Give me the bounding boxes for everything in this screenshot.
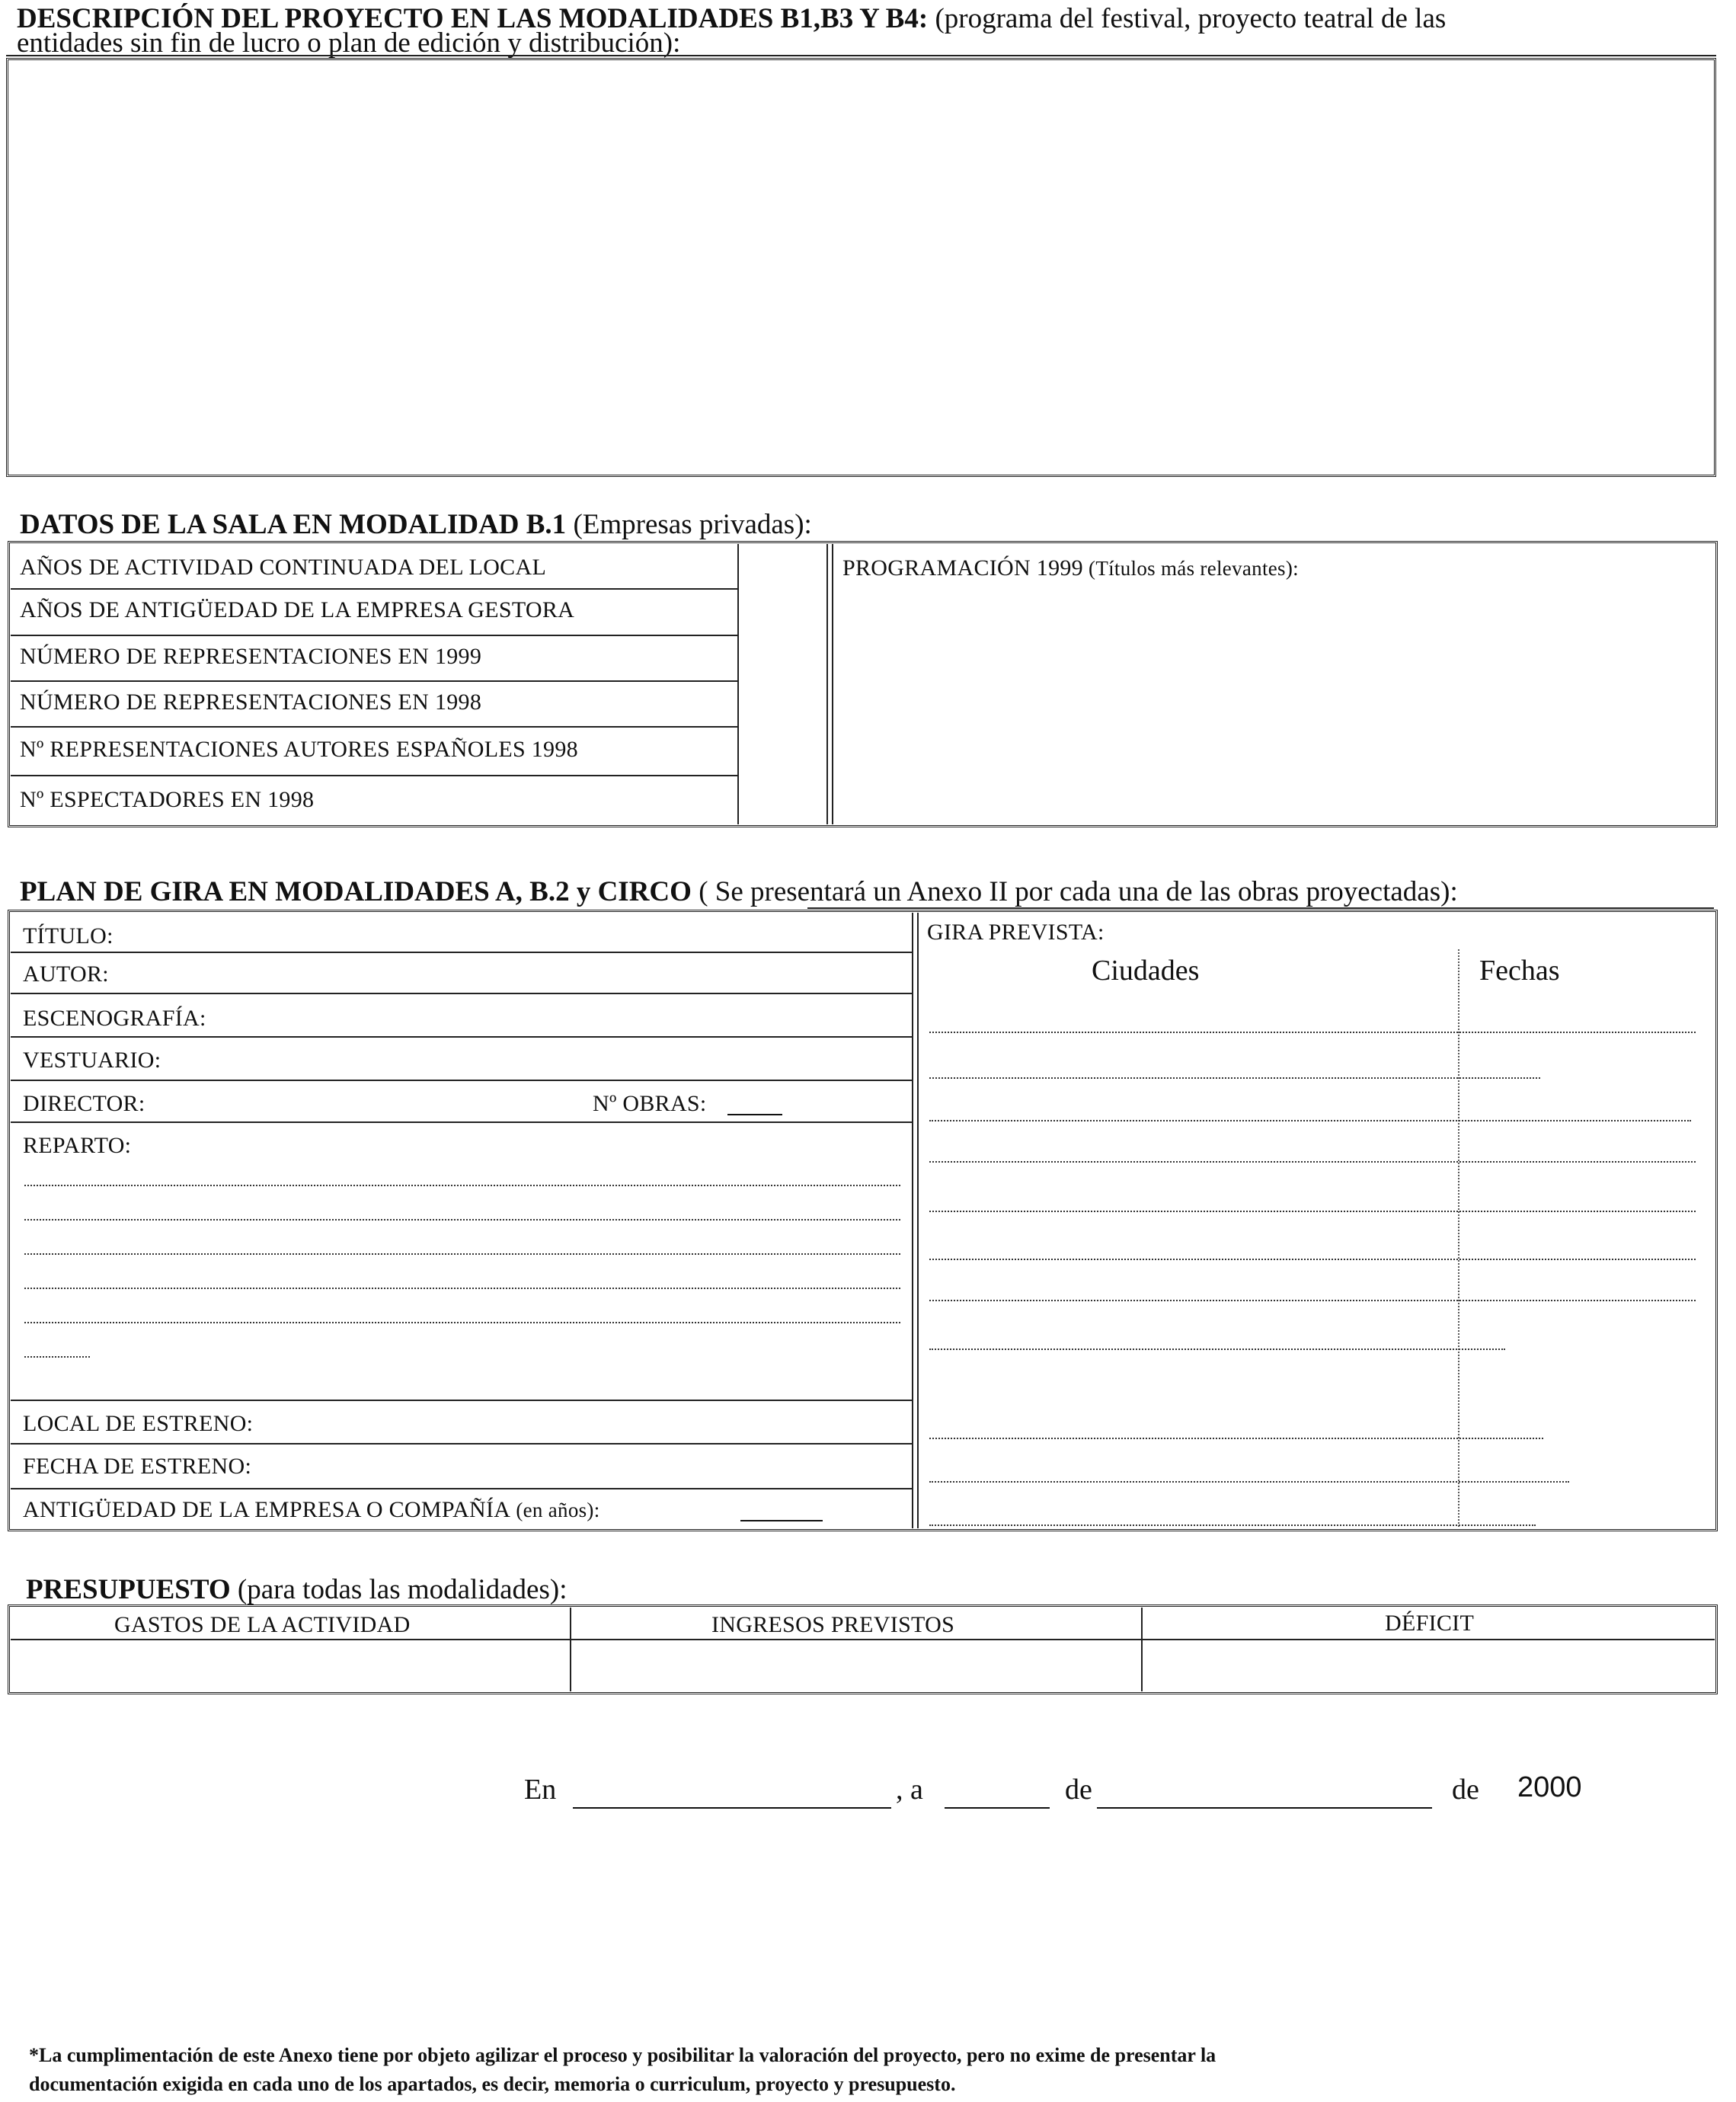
sala-row-autores-espanoles: Nº REPRESENTACIONES AUTORES ESPAÑOLES 1998 <box>20 737 578 762</box>
firma-lugar-blank[interactable] <box>573 1807 891 1809</box>
gira-underline <box>807 907 1714 909</box>
presupuesto-title-rest: (para todas las modalidades): <box>230 1574 567 1605</box>
firma-de-label-1: de <box>1065 1774 1092 1806</box>
gira-heading <box>20 878 1458 907</box>
gira-escenografia-label: ESCENOGRAFÍA: <box>23 1006 206 1031</box>
descripcion-title-rest: (programa del festival, proyecto teatral de las <box>928 3 1447 34</box>
gira-local-estreno-label: LOCAL DE ESTRENO: <box>23 1411 254 1436</box>
footnote-line2: documentación exigida en cada uno de los apartados, es decir, memoria o curriculum, proyecto y presupuesto. <box>29 2073 956 2095</box>
sala-row-representaciones-1999: NÚMERO DE REPRESENTACIONES EN 1999 <box>20 644 482 669</box>
gira-col-divider <box>912 913 913 1528</box>
sala-value-divider <box>826 544 828 824</box>
gira-ciudad-line[interactable] <box>929 1300 1696 1301</box>
gira-ciudades-header: Ciudades <box>1092 955 1200 987</box>
gira-ciudad-line[interactable] <box>929 1077 1540 1079</box>
gira-col-divider-2 <box>917 913 919 1528</box>
presupuesto-heading <box>26 1576 567 1604</box>
sala-programacion-label: PROGRAMACIÓN 1999 (Títulos más relevantes): <box>842 555 1299 581</box>
gira-n-obras-blank[interactable] <box>727 1114 782 1115</box>
firma-dia-blank[interactable] <box>945 1807 1050 1809</box>
sala-row-actividad: AÑOS DE ACTIVIDAD CONTINUADA DEL LOCAL <box>20 555 547 580</box>
reparto-line[interactable] <box>24 1219 900 1221</box>
descripcion-heading-line2: entidades sin fin de lucro o plan de edición y distribución): <box>17 27 681 59</box>
gira-autor-label: AUTOR: <box>23 961 109 987</box>
gira-ciudad-line[interactable] <box>929 1349 1505 1350</box>
gira-title-rest: ( Se presentará un Anexo II por cada una de las obras proyectadas): <box>691 876 1458 907</box>
firma-en-label: En <box>524 1774 557 1806</box>
firma-a-label: , a <box>896 1774 923 1806</box>
gira-n-obras-label: Nº OBRAS: <box>593 1091 707 1116</box>
gira-ciudad-line[interactable] <box>929 1525 1536 1526</box>
gira-director-label: DIRECTOR: <box>23 1091 145 1116</box>
sala-row-espectadores: Nº ESPECTADORES EN 1998 <box>20 787 315 812</box>
descripcion-textarea[interactable] <box>6 58 1716 477</box>
sala-col-divider <box>737 544 739 824</box>
footnote-line1: *La cumplimentación de este Anexo tiene por objeto agilizar el proceso y posibilitar la valoración del proyecto, pero no exime de presentar la <box>29 2044 1216 2066</box>
sala-row-representaciones-1998: NÚMERO DE REPRESENTACIONES EN 1998 <box>20 689 482 715</box>
presupuesto-gastos-header: GASTOS DE LA ACTIVIDAD <box>114 1612 411 1637</box>
descripcion-underline <box>6 55 1716 56</box>
firma-mes-blank[interactable] <box>1097 1807 1432 1809</box>
presupuesto-ingresos-input[interactable] <box>573 1643 1140 1690</box>
presupuesto-gastos-input[interactable] <box>12 1643 568 1690</box>
firma-de-label-2: de <box>1452 1774 1479 1806</box>
descripcion-title-bold: DESCRIPCIÓN DEL PROYECTO EN LAS MODALIDADES B1,B3 Y B4: <box>17 3 929 34</box>
gira-ciudad-line[interactable] <box>929 1120 1691 1121</box>
presupuesto-ingresos-header: INGRESOS PREVISTOS <box>711 1612 955 1637</box>
gira-vestuario-label: VESTUARIO: <box>23 1048 161 1073</box>
sala-table <box>8 541 1718 827</box>
gira-prevista-label: GIRA PREVISTA: <box>927 920 1105 945</box>
presupuesto-deficit-input[interactable] <box>1144 1643 1714 1690</box>
gira-antiguedad-label: ANTIGÜEDAD DE LA EMPRESA O COMPAÑÍA (en años): <box>23 1497 600 1522</box>
gira-fecha-estreno-label: FECHA DE ESTRENO: <box>23 1454 252 1479</box>
gira-ciudad-line[interactable] <box>929 1161 1696 1163</box>
gira-antiguedad-blank[interactable] <box>740 1520 823 1521</box>
gira-ciudad-line[interactable] <box>929 1438 1543 1439</box>
sala-heading <box>20 510 812 539</box>
gira-title-bold: PLAN DE GIRA EN MODALIDADES A, B.2 y CIRCO <box>20 876 692 907</box>
gira-ciudad-line[interactable] <box>929 1481 1569 1483</box>
reparto-line[interactable] <box>24 1288 900 1289</box>
reparto-line[interactable] <box>24 1253 900 1255</box>
firma-year: 2000 <box>1517 1771 1582 1803</box>
presupuesto-title-bold: PRESUPUESTO <box>26 1574 231 1605</box>
presupuesto-deficit-header: DÉFICIT <box>1385 1611 1475 1636</box>
gira-ciudad-line[interactable] <box>929 1211 1696 1212</box>
sala-title-bold: DATOS DE LA SALA EN MODALIDAD B.1 <box>20 509 567 540</box>
gira-fechas-header: Fechas <box>1479 955 1560 987</box>
gira-ciudad-line[interactable] <box>929 1032 1696 1033</box>
reparto-line[interactable] <box>24 1322 900 1323</box>
sala-row-antiguedad: AÑOS DE ANTIGÜEDAD DE LA EMPRESA GESTORA <box>20 597 575 622</box>
gira-ciudad-line[interactable] <box>929 1259 1696 1260</box>
gira-titulo-label: TÍTULO: <box>23 923 113 949</box>
gira-ciudades-fechas-divider <box>1458 949 1459 1527</box>
sala-programacion-divider <box>832 544 833 824</box>
reparto-line-short[interactable] <box>24 1356 90 1358</box>
gira-reparto-label: REPARTO: <box>23 1133 132 1158</box>
sala-title-rest: (Empresas privadas): <box>566 509 812 540</box>
reparto-line[interactable] <box>24 1185 900 1186</box>
